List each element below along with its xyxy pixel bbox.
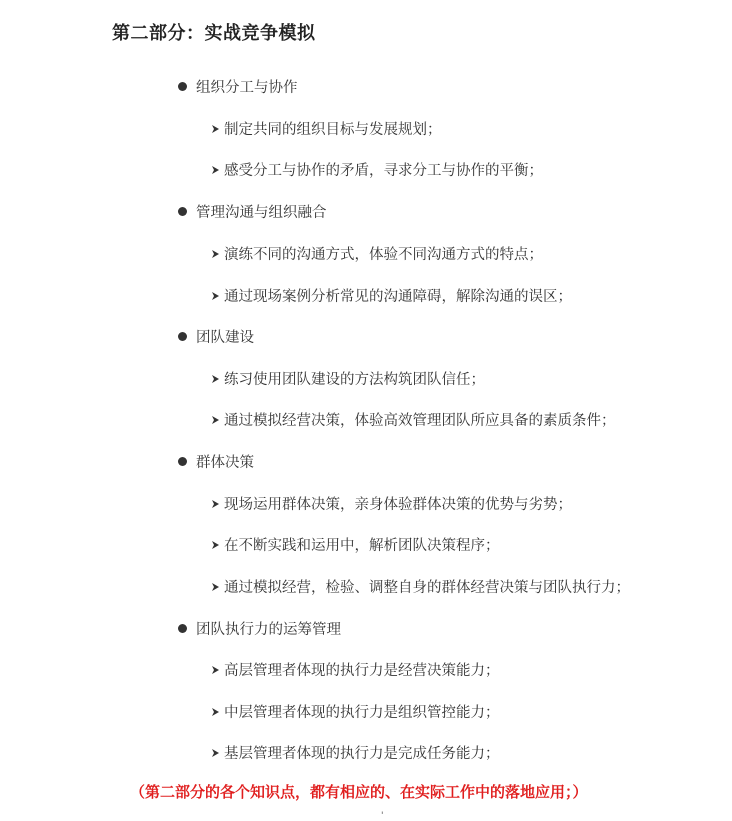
list-item-label: 现场运用群体决策，亲身体验群体决策的优势与劣势； bbox=[224, 497, 572, 513]
list-item-label: 制定共同的组织目标与发展规划； bbox=[224, 122, 442, 138]
section-heading-label: 团队执行力的运筹管理 bbox=[196, 622, 341, 638]
arrow-right-icon bbox=[210, 538, 222, 552]
list-item-label: 通过模拟经营决策，体验高效管理团队所应具备的素质条件； bbox=[224, 413, 616, 429]
arrow-right-icon bbox=[210, 663, 222, 677]
arrow-right-icon bbox=[210, 497, 222, 511]
list-item bbox=[210, 659, 500, 680]
list-item-label: 感受分工与协作的矛盾，寻求分工与协作的平衡； bbox=[224, 163, 543, 179]
arrow-right-icon bbox=[210, 247, 222, 261]
bullet-dot-icon bbox=[178, 624, 187, 633]
list-item bbox=[210, 243, 543, 264]
section-heading bbox=[178, 451, 254, 472]
bullet-dot-icon bbox=[178, 332, 187, 341]
list-item bbox=[210, 409, 616, 430]
bullet-dot-icon bbox=[178, 82, 187, 91]
list-item bbox=[210, 368, 485, 389]
list-item bbox=[210, 285, 572, 306]
section-heading bbox=[178, 618, 341, 639]
arrow-right-icon bbox=[210, 122, 222, 136]
arrow-right-icon bbox=[210, 580, 222, 594]
section-heading bbox=[178, 326, 254, 347]
section-heading bbox=[178, 76, 298, 97]
bullet-dot-icon bbox=[178, 457, 187, 466]
arrow-right-icon bbox=[210, 163, 222, 177]
list-item bbox=[210, 159, 543, 180]
trailing-mark: ' bbox=[381, 811, 384, 821]
section-heading bbox=[178, 201, 327, 222]
list-item-label: 通过模拟经营，检验、调整自身的群体经营决策与团队执行力； bbox=[224, 580, 630, 596]
list-item-label: 高层管理者体现的执行力是经营决策能力； bbox=[224, 663, 500, 679]
list-item-label: 演练不同的沟通方式，体验不同沟通方式的特点； bbox=[224, 247, 543, 263]
section-heading-label: 团队建设 bbox=[196, 330, 254, 346]
summary-note: （第二部分的各个知识点，都有相应的、在实际工作中的落地应用；） bbox=[130, 783, 588, 801]
list-item bbox=[210, 534, 500, 555]
arrow-right-icon bbox=[210, 372, 222, 386]
list-item-label: 在不断实践和运用中，解析团队决策程序； bbox=[224, 538, 500, 554]
list-item bbox=[210, 118, 442, 139]
section-heading-label: 组织分工与协作 bbox=[196, 80, 298, 96]
list-item-label: 通过现场案例分析常见的沟通障碍，解除沟通的误区； bbox=[224, 289, 572, 305]
list-item-label: 中层管理者体现的执行力是组织管控能力； bbox=[224, 705, 500, 721]
arrow-right-icon bbox=[210, 705, 222, 719]
list-item bbox=[210, 576, 630, 597]
list-item-label: 基层管理者体现的执行力是完成任务能力； bbox=[224, 746, 500, 762]
page-title: 第二部分：实战竞争模拟 bbox=[112, 23, 316, 44]
section-heading-label: 管理沟通与组织融合 bbox=[196, 205, 327, 221]
section-heading-label: 群体决策 bbox=[196, 455, 254, 471]
list-item bbox=[210, 493, 572, 514]
arrow-right-icon bbox=[210, 413, 222, 427]
list-item-label: 练习使用团队建设的方法构筑团队信任； bbox=[224, 372, 485, 388]
bullet-dot-icon bbox=[178, 207, 187, 216]
list-item bbox=[210, 701, 500, 722]
arrow-right-icon bbox=[210, 289, 222, 303]
list-item bbox=[210, 742, 500, 763]
arrow-right-icon bbox=[210, 746, 222, 760]
